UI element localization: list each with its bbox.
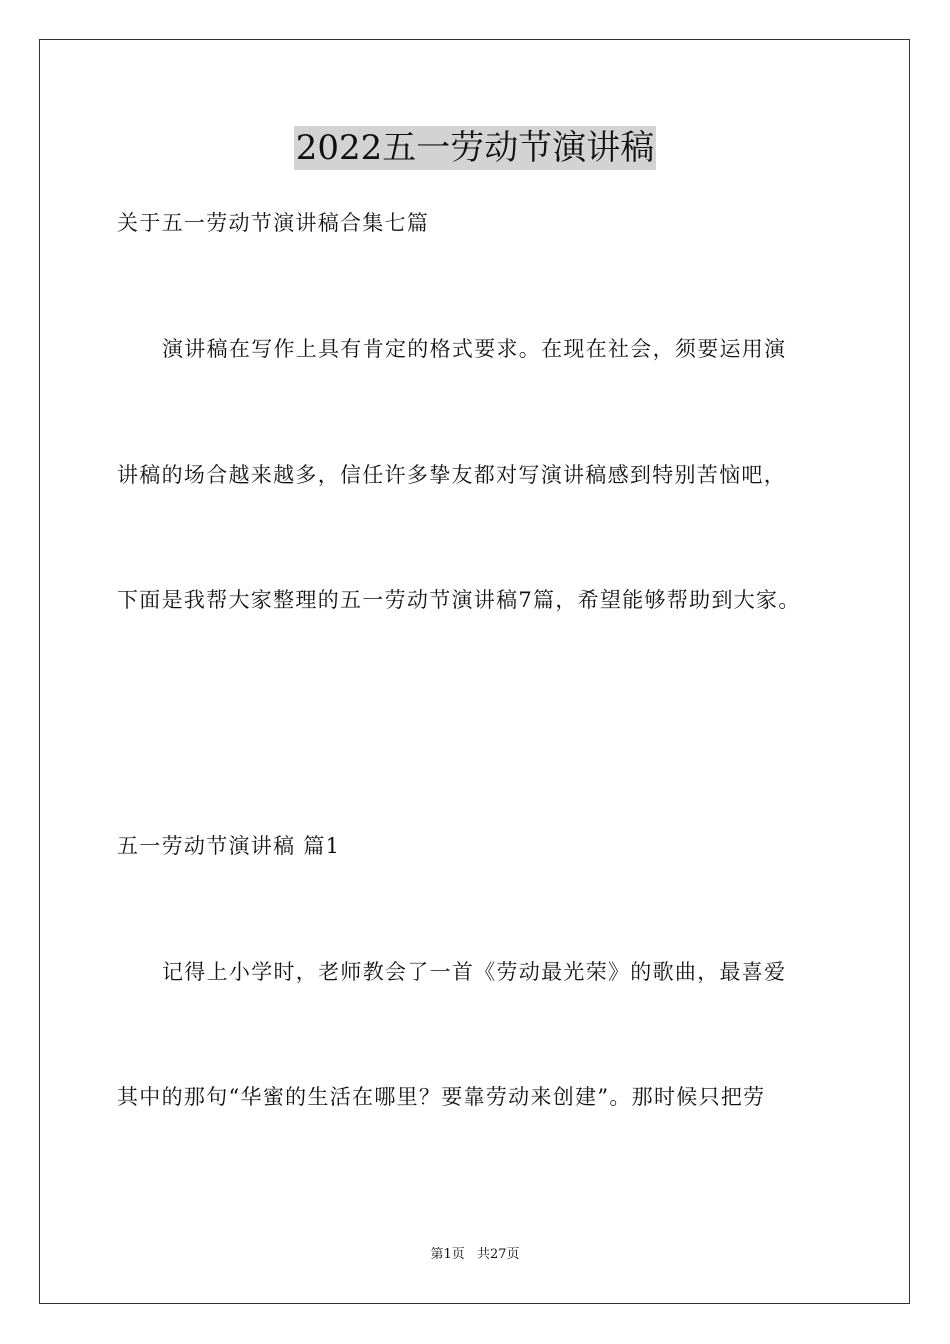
intro-line-3: 下面是我帮大家整理的五一劳动节演讲稿7篇，希望能够帮助到大家。 bbox=[117, 588, 801, 612]
section-line-1: 记得上小学时，老师教会了一首《劳动最光荣》的歌曲，最喜爱 bbox=[162, 960, 787, 984]
page-footer bbox=[0, 1246, 950, 1264]
total-pages-label: 共27页 bbox=[476, 1247, 520, 1262]
title-container bbox=[0, 126, 950, 170]
document-title: 2022五一劳动节演讲稿 bbox=[295, 128, 655, 168]
document-subtitle: 关于五一劳动节演讲稿合集七篇 bbox=[117, 211, 430, 235]
section-line-2: 其中的那句“华蜜的生活在哪里？要靠劳动来创建”。那时候只把劳 bbox=[117, 1085, 766, 1109]
intro-line-1: 演讲稿在写作上具有肯定的格式要求。在现在社会，须要运用演 bbox=[162, 337, 787, 361]
current-page-label: 第1页 bbox=[430, 1247, 465, 1262]
intro-line-2: 讲稿的场合越来越多，信任许多挚友都对写演讲稿感到特别苦恼吧， bbox=[117, 463, 786, 487]
section-heading: 五一劳动节演讲稿 篇1 bbox=[117, 834, 341, 858]
